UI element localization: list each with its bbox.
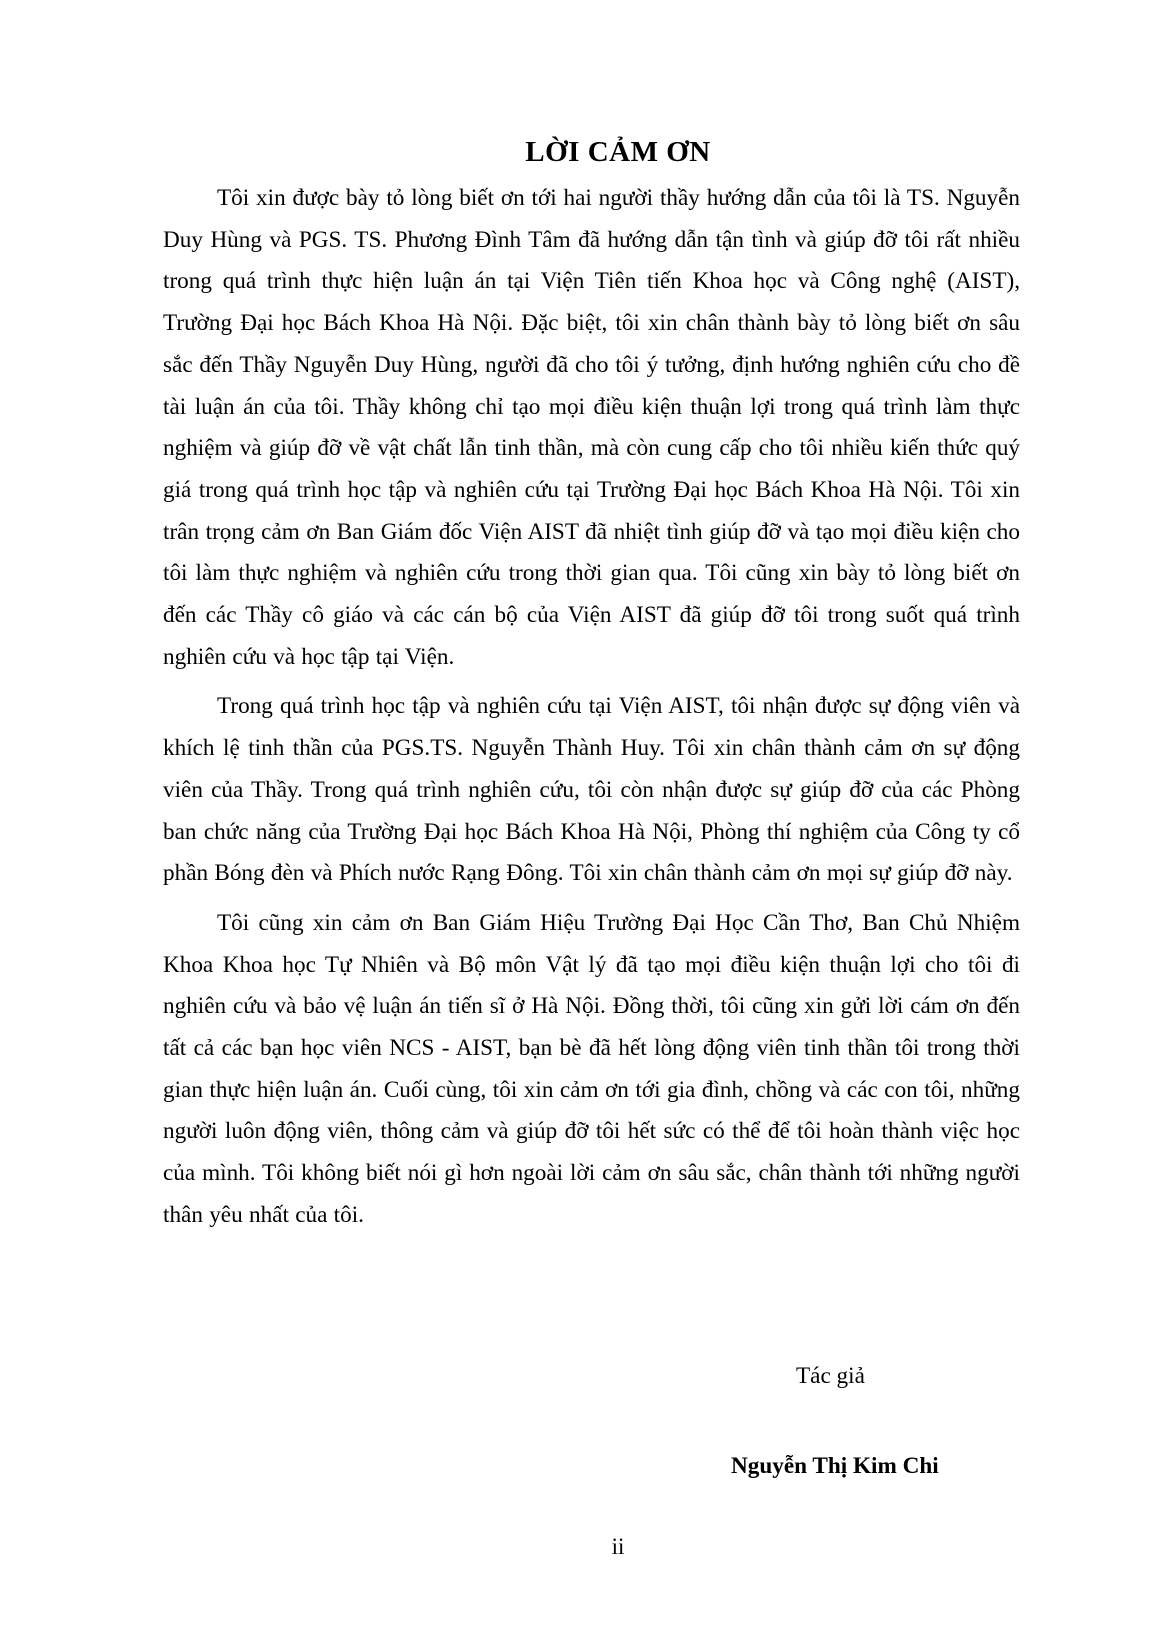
paragraph-1: Tôi xin được bày tỏ lòng biết ơn tới hai người thầy hướng dẫn của tôi là TS. Nguyễn Duy Hùng và PGS. TS. Phương Đình Tâm đã hướng dẫn tận tình và giúp đỡ tôi rất nhiều trong quá trình thực hiện luận án tại Viện Tiên tiến Khoa học và Công nghệ (AIST), Trường Đại học Bách Khoa Hà Nội. Đặc biệt, tôi xin chân thành bày tỏ lòng biết ơn sâu sắc đến Thầy Nguyễn Duy Hùng, người đã cho tôi ý tưởng, định hướng nghiên cứu cho đề tài luận án của tôi. Thầy không chỉ tạo mọi điều kiện thuận lợi trong quá trình làm thực nghiệm và giúp đỡ về vật chất lẫn tinh thần, mà còn cung cấp cho tôi nhiều kiến thức quý giá trong quá trình học tập và nghiên cứu tại Trường Đại học Bách Khoa Hà Nội. Tôi xin trân trọng cảm ơn Ban Giám đốc Viện AIST đã nhiệt tình giúp đỡ và tạo mọi điều kiện cho tôi làm thực nghiệm và nghiên cứu trong thời gian qua. Tôi cũng xin bày tỏ lòng biết ơn đến các Thầy cô giáo và các cán bộ của Viện AIST đã giúp đỡ tôi trong suốt quá trình nghiên cứu và học tập tại Viện.	[163, 185, 1020, 670]
page-number: ii	[611, 1534, 625, 1559]
author-name: Nguyễn Thị Kim Chi	[731, 1453, 939, 1479]
page-title: LỜI CẢM ƠN	[525, 136, 711, 168]
acknowledgement-body	[163, 178, 1020, 1237]
author-role: Tác giả	[796, 1363, 865, 1389]
paragraph-3: Tôi cũng xin cảm ơn Ban Giám Hiệu Trường Đại Học Cần Thơ, Ban Chủ Nhiệm Khoa Khoa học Tự Nhiên và Bộ môn Vật lý đã tạo mọi điều kiện thuận lợi cho tôi đi nghiên cứu và bảo vệ luận án tiến sĩ ở Hà Nội. Đồng thời, tôi cũng xin gửi lời cám ơn đến tất cả các bạn học viên NCS - AIST, bạn bè đã hết lòng động viên tinh thần tôi trong thời gian thực hiện luận án. Cuối cùng, tôi xin cảm ơn tới gia đình, chồng và các con tôi, những người luôn động viên, thông cảm và giúp đỡ tôi hết sức có thể để tôi hoàn thành việc học của mình. Tôi không biết nói gì hơn ngoài lời cảm ơn sâu sắc, chân thành tới những người thân yêu nhất của tôi.	[163, 909, 1020, 1228]
paragraph-2: Trong quá trình học tập và nghiên cứu tại Viện AIST, tôi nhận được sự động viên và khích lệ tinh thần của PGS.TS. Nguyễn Thành Huy. Tôi xin chân thành cảm ơn sự động viên của Thầy. Trong quá trình nghiên cứu, tôi còn nhận được sự giúp đỡ của các Phòng ban chức năng của Trường Đại học Bách Khoa Hà Nội, Phòng thí nghiệm của Công ty cổ phần Bóng đèn và Phích nước Rạng Đông. Tôi xin chân thành cảm ơn mọi sự giúp đỡ này.	[163, 693, 1020, 887]
